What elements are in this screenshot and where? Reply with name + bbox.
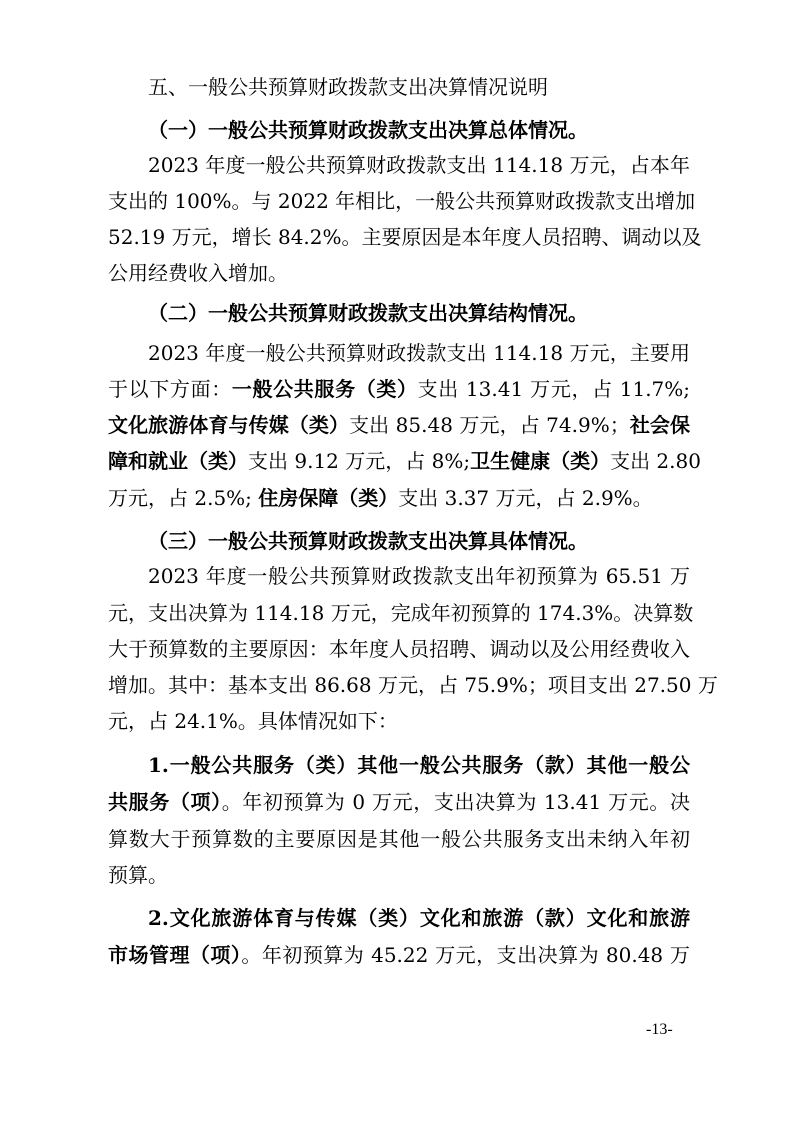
paragraph-1-line-1: 2023 年度一般公共预算财政拨款支出 114.18 万元，占本年 [148, 153, 690, 177]
subsection-heading-2: （二）一般公共预算财政拨款支出决算结构情况。 [148, 301, 588, 325]
paragraph-2-line-3: 文化旅游体育与传媒（类）支出 85.48 万元，占 74.9%；社会保 [108, 413, 691, 437]
page-number: -13- [646, 1021, 673, 1038]
item-1-line-1: 1.一般公共服务（类）其他一般公共服务（款）其他一般公 [148, 753, 690, 777]
section-heading: 五、一般公共预算财政拨款支出决算情况说明 [148, 75, 548, 99]
paragraph-3-line-5: 元，占 24.1%。具体情况如下： [108, 709, 398, 733]
paragraph-3-line-1: 2023 年度一般公共预算财政拨款支出年初预算为 65.51 万 [148, 564, 690, 588]
paragraph-3-line-2: 元，支出决算为 114.18 万元，完成年初预算的 174.3%。决算数 [108, 601, 694, 625]
paragraph-1-line-2: 支出的 100%。与 2022 年相比，一般公共预算财政拨款支出增加 [108, 189, 696, 213]
item-2-line-2: 市场管理（项）。年初预算为 45.22 万元，支出决算为 80.48 万 [108, 943, 690, 967]
paragraph-2-line-2: 于以下方面：一般公共服务（类）支出 13.41 万元，占 11.7%; [108, 377, 691, 401]
item-2-line-1: 2.文化旅游体育与传媒（类）文化和旅游（款）文化和旅游 [148, 906, 690, 930]
paragraph-1-line-4: 公用经费收入增加。 [108, 261, 288, 285]
paragraph-3-line-3: 大于预算数的主要原因：本年度人员招聘、调动以及公用经费收入 [108, 637, 690, 661]
paragraph-2-line-5: 万元，占 2.5%; 住房保障（类）支出 3.37 万元，占 2.9%。 [108, 486, 653, 510]
subsection-heading-3: （三）一般公共预算财政拨款支出决算具体情况。 [148, 529, 588, 553]
item-1-line-4: 预算。 [108, 863, 168, 887]
paragraph-3-line-4: 增加。其中：基本支出 86.68 万元，占 75.9%；项目支出 27.50 万 [108, 673, 718, 697]
subsection-heading-1: （一）一般公共预算财政拨款支出决算总体情况。 [148, 118, 588, 142]
paragraph-2-line-4: 障和就业（类）支出 9.12 万元，占 8%;卫生健康（类）支出 2.80 [108, 449, 701, 473]
paragraph-2-line-1: 2023 年度一般公共预算财政拨款支出 114.18 万元，主要用 [148, 341, 690, 365]
paragraph-1-line-3: 52.19 万元，增长 84.2%。主要原因是本年度人员招聘、调动以及 [108, 225, 702, 249]
item-1-line-3: 算数大于预算数的主要原因是其他一般公共服务支出未纳入年初 [108, 827, 690, 851]
item-1-line-2: 共服务（项）。年初预算为 0 万元，支出决算为 13.41 万元。决 [108, 790, 690, 814]
